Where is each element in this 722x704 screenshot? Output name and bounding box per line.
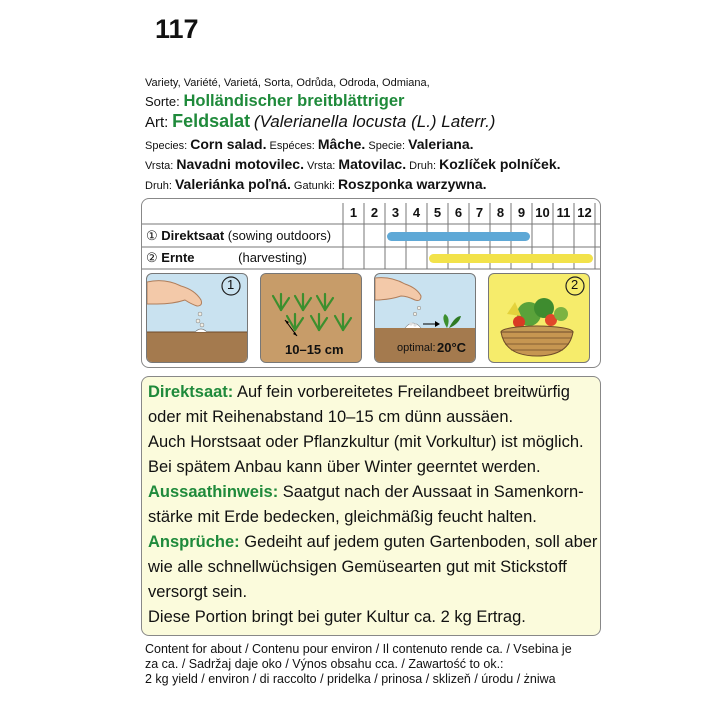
- sorte-value: Holländischer breitblättriger: [183, 92, 405, 110]
- ernte-note: (harvesting): [238, 250, 307, 265]
- month-label: 2: [370, 205, 379, 220]
- sorte-row: [145, 92, 605, 111]
- especes-label: Espéces:: [266, 140, 318, 152]
- art-latin: (Valerianella locusta (L.) Laterr.): [253, 112, 496, 131]
- especes-value: Mâche.: [317, 136, 366, 152]
- direktsaat-note: (sowing outdoors): [227, 228, 332, 243]
- month-label: 9: [517, 205, 526, 220]
- vrsta-value: Navadni motovilec.: [176, 156, 304, 172]
- instruction-line: [148, 556, 567, 579]
- specie-label: Specie:: [365, 140, 409, 152]
- germination-illustration: [374, 273, 476, 363]
- month-label: 8: [496, 205, 505, 220]
- species-label: Species:: [145, 140, 191, 152]
- instruction-line: [148, 381, 570, 404]
- gatunki-label: Gatunki:: [290, 180, 338, 192]
- row-marker-1: ①: [146, 228, 158, 243]
- month-label: 4: [412, 205, 421, 220]
- sorte-label: Sorte:: [145, 94, 180, 109]
- variety-line: Variety, Variété, Varietá, Sorta, Odrůda, Odroda, Odmiana,: [145, 77, 430, 89]
- month-label: 1: [349, 205, 358, 220]
- art-row: [145, 111, 605, 133]
- month-label: 12: [577, 205, 592, 220]
- sowing-period-bar: [387, 232, 530, 241]
- harvest-basket-illustration: [488, 273, 590, 363]
- instruction-text: versorgt sein.: [148, 583, 248, 601]
- species-line-3: [145, 175, 605, 195]
- instruction-text: Auch Horstsaat oder Pflanzkultur (mit Vorkultur) ist möglich.: [148, 433, 584, 451]
- ernte-label: Ernte: [161, 250, 195, 265]
- sowing-hand-illustration: [146, 273, 248, 363]
- instruction-text: wie alle schnellwüchsigen Gemüsearten gut mit Stickstoff: [148, 558, 567, 576]
- instruction-line: [148, 456, 541, 479]
- instruction-text: Diese Portion bringt bei guter Kultur ca. 2 kg Ertrag.: [148, 608, 526, 626]
- instruction-line: [148, 606, 526, 629]
- picture-marker-1: 1: [227, 277, 235, 292]
- instruction-line: [148, 531, 597, 554]
- month-label: 10: [535, 205, 550, 220]
- gatunki-value: Roszponka warzywna.: [337, 176, 487, 192]
- species-line-2: [145, 155, 605, 175]
- instruction-text: Auf fein vorbereitetes Freilandbeet breitwürfig: [233, 383, 570, 401]
- calendar-row-direktsaat: [146, 228, 331, 244]
- instruction-line: [148, 506, 537, 529]
- row-spacing-caption: 10–15 cm: [285, 342, 344, 357]
- druh2-label: Druh:: [145, 180, 175, 192]
- optimal-temp: 20°C: [437, 340, 467, 355]
- variety-header: [145, 74, 605, 195]
- month-label: 5: [433, 205, 442, 220]
- month-label: 11: [556, 205, 571, 220]
- picture-marker-2: 2: [571, 277, 579, 292]
- month-label: 7: [475, 205, 484, 220]
- footer-line: Content for about / Contenu pour environ / Il contenuto rende ca. / Vsebina je: [145, 642, 572, 656]
- art-value: Feldsalat: [172, 111, 251, 131]
- row-marker-2: ②: [146, 250, 158, 265]
- item-number: 117: [155, 14, 199, 44]
- species-line-1: [145, 135, 605, 155]
- growing-instructions-box: [141, 376, 601, 636]
- art-label: Art:: [145, 114, 169, 131]
- instruction-text: oder mit Reihenabstand 10–15 cm dünn aussäen.: [148, 408, 514, 426]
- vrsta2-value: Matovilac.: [338, 156, 407, 172]
- vrsta2-label: Vrsta:: [303, 160, 339, 172]
- instruction-line: [148, 481, 584, 504]
- instruction-text: Saatgut nach der Aussaat in Samenkorn-: [278, 483, 584, 501]
- month-label: 6: [454, 205, 463, 220]
- species-value: Corn salad.: [190, 136, 267, 152]
- footer-line: za ca. / Sadržaj daje oko / Výnos obsahu cca. / Zawartość to ok.:: [145, 657, 504, 671]
- druh-label: Druh:: [406, 160, 440, 172]
- vrsta-label: Vrsta:: [145, 160, 177, 172]
- direktsaat-label: Direktsaat: [161, 228, 225, 243]
- optimal-label: optimal:: [397, 342, 436, 354]
- footer-line: 2 kg yield / environ / di raccolto / pridelka / prinosa / sklizeň / úrodu / żniwa: [145, 672, 556, 686]
- month-label: 3: [391, 205, 400, 220]
- instruction-text: Gedeiht auf jedem guten Gartenboden, soll aber: [239, 533, 598, 551]
- instruction-keyword: Direktsaat:: [148, 383, 234, 401]
- harvest-period-bar: [429, 254, 593, 263]
- druh-value: Kozlíček polníček.: [439, 156, 561, 172]
- calendar-row-ernte: [146, 250, 307, 266]
- instruction-keyword: Ansprüche:: [148, 533, 240, 551]
- row-spacing-illustration: [260, 273, 362, 363]
- instruction-text: Bei spätem Anbau kann über Winter geerntet werden.: [148, 458, 541, 476]
- instruction-line: [148, 406, 513, 429]
- content-yield-footer: [145, 642, 605, 687]
- instruction-line: [148, 431, 584, 454]
- instruction-keyword: Aussaathinweis:: [148, 483, 279, 501]
- druh2-value: Valeriánka poľná.: [174, 176, 291, 192]
- instruction-text: stärke mit Erde bedecken, gleichmäßig feucht halten.: [148, 508, 537, 526]
- instruction-line: [148, 581, 247, 604]
- sowing-calendar-panel: [141, 198, 601, 368]
- specie-value: Valeriana.: [408, 136, 474, 152]
